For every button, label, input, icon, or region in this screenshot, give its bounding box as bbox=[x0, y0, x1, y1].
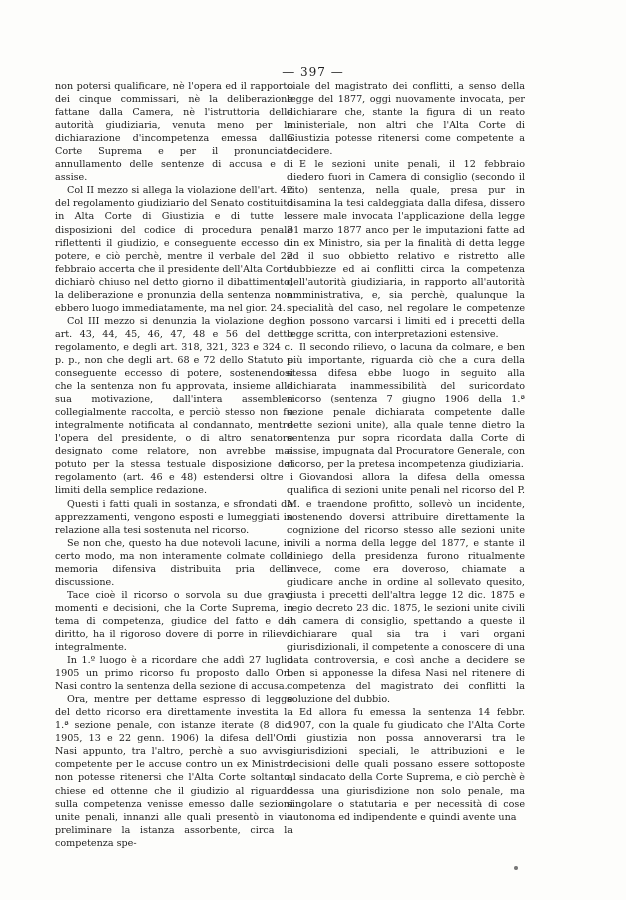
paragraph: Il secondo rilievo, o lacuna da colmare, e ben più importante, riguarda ciò che a cura della stessa difesa ebbe luogo in seguito alla dichiarata inammessibilità del suricordato ricorso (sentenza 7 giugno 1906 della 1.ª sezione penale dichiarata competente dalle dette sezioni unite), alla quale tenne dietro la sentenza pur sopra ricordata dalla Corte di assise, impugnata dal Procuratore Generale, con ricorso, per la pretesa incompetenza giudiziaria. bbox=[287, 341, 525, 471]
page-number: — 397 — bbox=[282, 65, 344, 79]
paragraph: E le sezioni unite penali, il 12 febbraio diedero fuori in Camera di consiglio (secondo il rito) sentenza, nella quale, presa pur in disamina la tesi caldeggiata dalla difesa, dissero essere male invocata l'applicazione della legge 31 marzo 1877 anco per le imputazioni fatte ad un ex Ministro, sia per la finalità di detta legge ed il suo obbietto relativo e ristretto alle dubbiezze ed ai conflitti circa la competenza dell'autorità giudiziaria, in rapporto all'autorità amministrativa, e, sia perchè, qualunque la specialità del caso, nel regolare le competenze non possono varcarsi i limiti ed i precetti della legge scritta, con interpretazioni estensive. bbox=[287, 159, 525, 340]
right-column bbox=[287, 80, 525, 824]
paragraph: Col II mezzo si allega la violazione dell'art. 42 del regolamento giudiziario del Senato costituito in Alta Corte di Giustizia e di tutte le disposizioni del codice di procedura penale riflettenti il giudizio, e conseguente eccesso di potere, e ciò perchè, mentre il verbale del 22 febbraio accerta che il presidente dell'Alta Corte dichiarò chiuso nel detto giorno il dibattimento, la deliberazione e pronunzia della sentenza non ebbero luogo immediatamente, ma nel gior. 24. bbox=[55, 185, 293, 314]
ink-speck bbox=[514, 866, 518, 870]
paragraph: In 1.º luogo è a ricordare che addì 27 luglio 1905 un primo ricorso fu proposto dallo On. Nasi contro la sentenza della sezione di accusa. bbox=[55, 655, 293, 693]
paragraph: ciale del magistrato dei conflitti, a senso della legge del 1877, oggi nuovamente invocata, per dichiarare che, stante la figura di un reato ministeriale, non altri che l'Alta Corte di Giustizia potesse ritenersi come competente a decidere. bbox=[287, 81, 525, 158]
paragraph: Questi i fatti quali in sostanza, e sfrondati da apprezzamenti, vengono esposti e lumeggiati in relazione alla tesi sostenuta nel ricorso. bbox=[55, 498, 293, 536]
left-column bbox=[55, 80, 293, 850]
paragraph: Giovandosi allora la difesa della omessa qualifica di sezioni unite penali nel ricorso del P. M. e traendone profitto, sollevò un incidente, sostenendo doversi attribuire direttamente la cognizione del ricorso stesso alle sezioni unite civili a norma della legge del 1877, e stante il diniego della presidenza furono ritualmente invece, come era doveroso, chiamate a giudicare anche in ordine al sollevato quesito, giusta i precetti dell'altra legge 12 dic. 1875 e regio decreto 23 dic. 1875, le sezioni unite civili in camera di consiglio, spettando a queste il dichiarare qual sia tra i vari organi giurisdizionali, il competente a conoscere di una data controversia, e così anche a decidere se ben si apponesse la difesa Nasi nel ritenere di competenza del magistrato dei conflitti la soluzione del dubbio. bbox=[287, 472, 525, 706]
paragraph: Tace cioè il ricorso o sorvola su due gravi momenti e decisioni, che la Corte Suprema, in tema di competenza, giudice del fatto e del diritto, ha il rigoroso dovere di porre in rilievo integralmente. bbox=[55, 589, 293, 654]
paragraph: Ed allora fu emessa la sentenza 14 febbr. 1907, con la quale fu giudicato che l'Alta Corte di giustizia non possa annoverarsi tra le giurisdizioni speciali, le attribuzioni e le decisioni delle quali possano essere sottoposte al sindacato della Corte Suprema, e ciò perchè è dessa una giurisdizione non solo penale, ma singolare o statutaria e per necessità di cose autonoma ed indipendente e quindi avente una bbox=[287, 707, 525, 823]
paragraph: Se non che, questo ha due notevoli lacune, in certo modo, ma non interamente colmate colla memoria difensiva distribuita pria della discussione. bbox=[55, 537, 293, 588]
paragraph: non potersi qualificare, nè l'opera ed il rapporto dei cinque commissari, nè la deliberazione fattane dalla Camera, nè l'istruttoria della autorità giudiziaria, venuta meno per la dichiarazione d'incompetenza emessa dalla Corte Suprema e per il pronunciato annullamento delle sentenze di accusa e di assise. bbox=[55, 81, 293, 184]
paragraph: Col III mezzo si denunzia la violazione degli art. 43, 44, 45, 46, 47, 48 e 56 del detto regolamento, e degli art. 318, 321, 323 e 324 c. p. p., non che degli art. 68 e 72 dello Statuto e conseguente eccesso di potere, sostenendosi che la sentenza non fu approvata, insieme alla sua motivazione, dall'intera assemblea collegialmente raccolta, e perciò stesso non fu integralmente notificata al condannato, mentre l'opera del presidente, o di altro senatore designato come relatore, non avrebbe mai potuto per la stessa testuale disposizione del regolamento (art. 46 e 48) estendersi oltre i limiti della semplice redazione. bbox=[55, 315, 293, 497]
paragraph: Ora, mentre per dettame espresso di legge del detto ricorso era direttamente investita la 1.ª sezione penale, con istanze iterate (8 dic. 1905, 13 e 22 genn. 1906) la difesa dell'On. Nasi appunto, tra l'altro, perchè a suo avviso competente per le accuse contro un ex Ministro non potesse ritenersi che l'Alta Corte soltanto, chiese ed ottenne che il giudizio al riguardo sulla competenza venisse emesso dalle sezioni unite penali, innanzi alle quali presentò in via preliminare la istanza assorbente, circa la competenza spe- bbox=[55, 694, 293, 849]
